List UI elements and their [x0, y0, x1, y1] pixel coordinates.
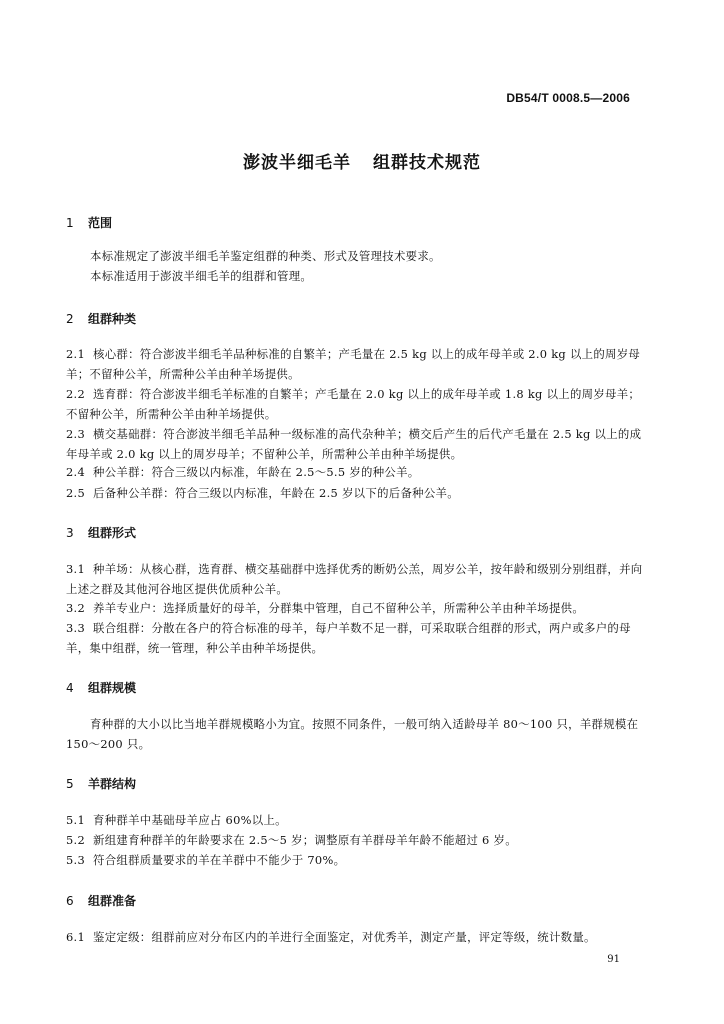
title-part-1: 澎波半细毛羊 — [243, 153, 351, 173]
clause-3-3: 3.3 联合组群：分散在各户的符合标准的母羊，每户羊数不足一群，可采取联合组群的形式，两户或多户的母羊，集中组群，统一管理，种公羊由种羊场提供。 — [66, 621, 631, 655]
clause-2-4: 2.4 种公羊群：符合三级以内标准，年龄在 2.5～5.5 岁的种公羊。 — [66, 465, 420, 479]
document-title — [0, 148, 724, 173]
clause-5-2: 5.2 新组建育种群羊的年龄要求在 2.5～5 岁；调整原有羊群母羊年龄不能超过 6 岁。 — [66, 833, 517, 847]
section-3-heading: 3 组群形式 — [66, 526, 137, 540]
clause-3-1: 3.1 种羊场：从核心群，选育群、横交基础群中选择优秀的断奶公羔，周岁公羊，按年龄和级别分别组群，并向上述之群及其他河谷地区提供优质种公羊。 — [66, 562, 643, 596]
clause-2-1: 2.1 核心群：符合澎波半细毛羊品种标准的自繁羊；产毛量在 2.5 kg 以上的成年母羊或 2.0 kg 以上的周岁母羊；不留种公羊，所需种公羊由种羊场提供。 — [66, 347, 641, 381]
section-4-heading: 4 组群规模 — [66, 681, 137, 695]
section-5-heading: 5 羊群结构 — [66, 777, 137, 791]
section-1-paragraph-1: 本标准规定了澎波半细毛羊鉴定组群的种类、形式及管理技术要求。 — [90, 249, 441, 263]
section-4-paragraph-1: 育种群的大小以比当地羊群规模略小为宜。按照不同条件，一般可纳入适龄母羊 80～100 只，羊群规模在 150～200 只。 — [66, 717, 639, 751]
clause-5-3: 5.3 符合组群质量要求的羊在羊群中不能少于 70%。 — [66, 853, 346, 867]
section-1-paragraph-2: 本标准适用于澎波半细毛羊的组群和管理。 — [90, 269, 313, 283]
section-6-heading: 6 组群准备 — [66, 894, 137, 908]
clause-6-1: 6.1 鉴定定级：组群前应对分布区内的羊进行全面鉴定，对优秀羊，测定产量，评定等级，统计数量。 — [66, 930, 596, 944]
clause-2-5: 2.5 后备种公羊群：符合三级以内标准，年龄在 2.5 岁以下的后备种公羊。 — [66, 486, 459, 500]
clause-2-3: 2.3 横交基础群：符合澎波半细毛羊品种一级标准的高代杂种羊；横交后产生的后代产毛量在 2.5 kg 以上的成年母羊或 2.0 kg 以上的周岁母羊；不留种公羊，所需种公羊由种羊场提供。 — [66, 427, 642, 461]
clause-3-2: 3.2 养羊专业户：选择质量好的母羊，分群集中管理，自己不留种公羊，所需种公羊由种羊场提供。 — [66, 601, 585, 615]
section-1-heading: 1 范围 — [66, 216, 113, 230]
title-part-2: 组群技术规范 — [373, 153, 481, 173]
clause-5-1: 5.1 育种群羊中基础母羊应占 60%以上。 — [66, 813, 287, 827]
standard-code: DB54/T 0008.5—2006 — [506, 91, 630, 105]
section-2-heading: 2 组群种类 — [66, 312, 137, 326]
clause-2-2: 2.2 选育群：符合澎波半细毛羊标准的自繁羊；产毛量在 2.0 kg 以上的成年母羊或 1.8 kg 以上的周岁母羊；不留种公羊，所需种公羊由种羊场提供。 — [66, 387, 641, 421]
page-number: 91 — [607, 954, 620, 965]
